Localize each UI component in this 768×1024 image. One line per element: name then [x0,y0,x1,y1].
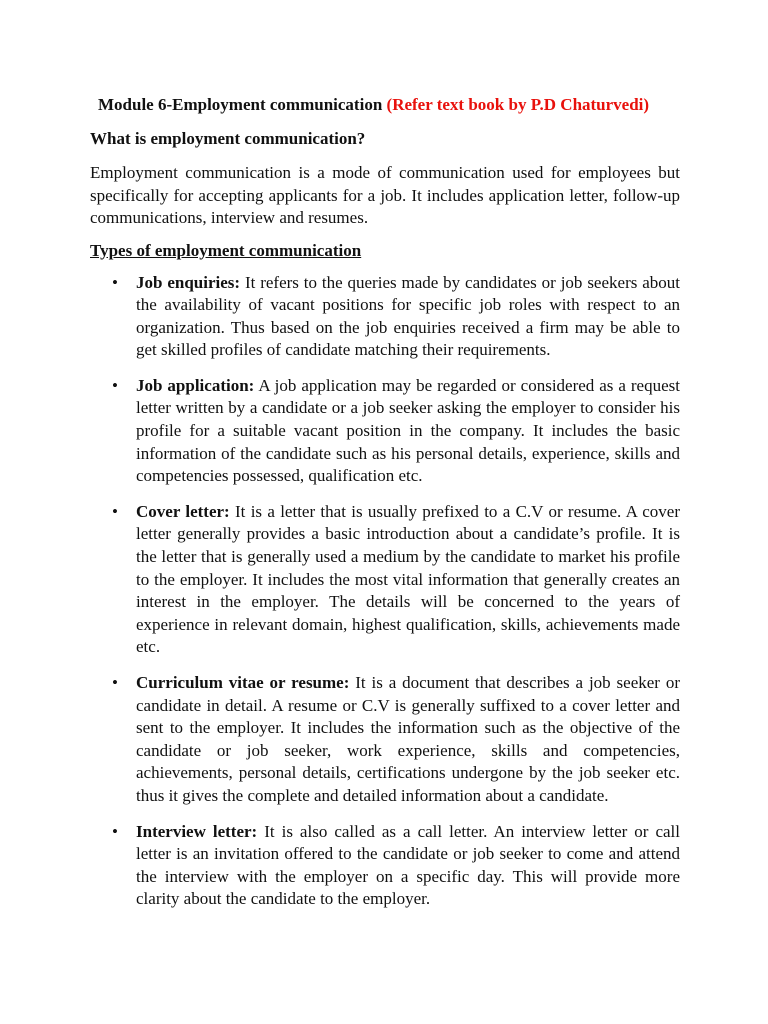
types-list [90,272,680,911]
item-term: Curriculum vitae or resume: [136,673,350,692]
list-item [90,375,680,488]
bullet-icon: • [112,375,118,395]
item-term: Interview letter: [136,821,258,841]
item-term: Cover letter: [136,501,230,521]
list-item [90,821,680,911]
item-term: Job enquiries: [136,272,241,292]
list-item [90,272,680,362]
title-reference: (Refer text book by P.D Chaturvedi) [386,95,650,114]
list-item [90,672,680,808]
bullet-icon: • [112,272,118,292]
bullet-icon: • [112,501,118,521]
bullet-icon: • [112,673,118,692]
item-term: Job application: [136,375,255,395]
item-text: It is a document that describes a job seeker or candidate in detail. A resume or C.V is generally suffixed to a cover letter and sent to the employer. It includes the information such as the objective of the candidate or job seeker, work experience, skills and competencies, achievements, personal details, certifications undergone by the job seeker etc. thus it gives the complete and detailed information about a candidate. [136,673,680,805]
item-text: A job application may be regarded or considered as a request letter written by a candidate or a job seeker asking the employer to consider his profile for a suitable vacant position in the company. It includes the basic information of the candidate such as his personal details, experience, skills and competencies possessed, qualification etc. [136,375,680,486]
item-text: It is also called as a call letter. An interview letter or call letter is an invitation offered to the candidate or job seeker to come and attend the interview with the employer on a specific day. This will provide more clarity about the candidate to the employer. [136,821,680,909]
item-text: It is a letter that is usually prefixed to a C.V or resume. A cover letter generally provides a basic introduction about a candidate’s profile. It is the letter that is generally used a medium by the candidate to market his profile to the employer. It includes the most vital information that generally creates an interest in the employer. The details will be concerned to the years of experience in relevant domain, highest qualification, skills, achievements made etc. [136,501,681,657]
title-main: Module 6-Employment communication [98,95,387,114]
list-item [90,501,680,659]
intro-paragraph: Employment communication is a mode of communication used for employees but specifically for accepting applicants for a job. It includes application letter, follow-up communications, interview and resumes. [90,163,680,227]
section-heading: Types of employment communication [90,240,362,260]
question-heading: What is employment communication? [90,129,366,148]
bullet-icon: • [112,821,118,841]
document-title [98,94,680,116]
item-text: It refers to the queries made by candidates or job seekers about the availability of vacant positions for specific job roles with respect to an organization. Thus based on the job enquiries received a firm may be able to get skilled profiles of candidate matching their requirements. [136,272,680,360]
